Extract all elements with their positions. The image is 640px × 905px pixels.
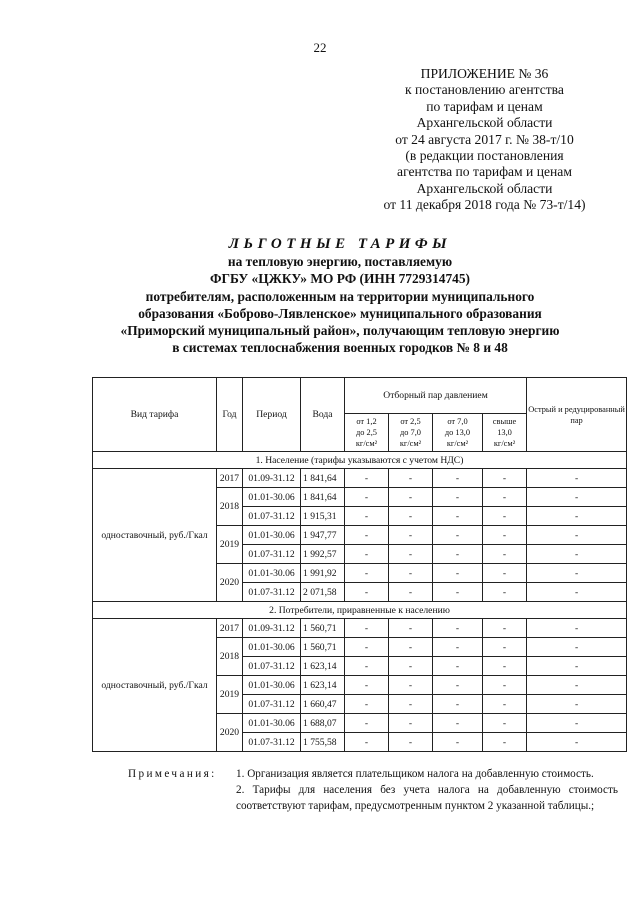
dash-cell: - <box>345 564 389 583</box>
water-value-cell: 1 623,14 <box>301 676 345 695</box>
header-sharp-steam: Острый и редуцированный пар <box>527 378 627 452</box>
dash-cell: - <box>389 583 433 602</box>
title-line: «Приморский муниципальный район», получающим тепловую энергию <box>120 323 560 339</box>
header-steam-text: от 7,0 <box>447 417 468 426</box>
dash-cell: - <box>345 676 389 695</box>
dash-cell: - <box>483 619 527 638</box>
appendix-line: агентства по тарифам и ценам <box>397 164 572 180</box>
dash-cell: - <box>527 695 627 714</box>
water-value-cell: 2 071,58 <box>301 583 345 602</box>
header-water: Вода <box>301 378 345 452</box>
dash-cell: - <box>527 545 627 564</box>
year-cell: 2017 <box>217 469 243 488</box>
header-steam-col <box>433 414 483 452</box>
appendix-line: по тарифам и ценам <box>426 98 543 114</box>
period-cell: 01.01-30.06 <box>243 488 301 507</box>
dash-cell: - <box>483 638 527 657</box>
appendix-line: ПРИЛОЖЕНИЕ № 36 <box>420 66 549 81</box>
appendix-line: Архангельской области <box>416 180 553 196</box>
dash-cell: - <box>433 657 483 676</box>
dash-cell: - <box>433 714 483 733</box>
appendix-block <box>352 66 617 214</box>
section-row <box>93 602 627 619</box>
dash-cell: - <box>433 564 483 583</box>
period-cell: 01.07-31.12 <box>243 695 301 714</box>
water-value-cell: 1 660,47 <box>301 695 345 714</box>
header-steam-col <box>483 414 527 452</box>
dash-cell: - <box>527 657 627 676</box>
dash-cell: - <box>483 526 527 545</box>
page-number: 22 <box>313 40 327 55</box>
dash-cell: - <box>483 714 527 733</box>
period-cell: 01.07-31.12 <box>243 545 301 564</box>
header-steam-text: свыше <box>492 417 517 426</box>
appendix-line: Архангельской области <box>416 115 553 131</box>
dash-cell: - <box>433 676 483 695</box>
dash-cell: - <box>345 469 389 488</box>
dash-cell: - <box>483 583 527 602</box>
dash-cell: - <box>345 488 389 507</box>
year-cell: 2018 <box>217 488 243 526</box>
period-cell: 01.01-30.06 <box>243 526 301 545</box>
note-item: 1. Организация является плательщиком налога на добавленную стоимость. <box>236 768 594 780</box>
period-cell: 01.07-31.12 <box>243 507 301 526</box>
water-value-cell: 1 915,31 <box>301 507 345 526</box>
year-cell: 2019 <box>217 526 243 564</box>
year-cell: 2018 <box>217 638 243 676</box>
header-year: Год <box>217 378 243 452</box>
dash-cell: - <box>389 488 433 507</box>
dash-cell: - <box>527 564 627 583</box>
period-cell: 01.07-31.12 <box>243 733 301 752</box>
title-line: на тепловую энергию, поставляемую <box>227 254 453 270</box>
dash-cell: - <box>433 545 483 564</box>
dash-cell: - <box>527 676 627 695</box>
tariff-type-cell: одноставочный, руб./Гкал <box>93 619 217 752</box>
dash-cell: - <box>433 488 483 507</box>
dash-cell: - <box>389 714 433 733</box>
appendix-line: от 11 декабря 2018 года № 73-т/14) <box>383 197 586 213</box>
dash-cell: - <box>527 583 627 602</box>
period-cell: 01.07-31.12 <box>243 657 301 676</box>
period-cell: 01.09-31.12 <box>243 619 301 638</box>
dash-cell: - <box>345 583 389 602</box>
dash-cell: - <box>389 564 433 583</box>
dash-cell: - <box>345 619 389 638</box>
dash-cell: - <box>433 733 483 752</box>
dash-cell: - <box>527 507 627 526</box>
header-steam-text: до 7,0 <box>399 428 421 437</box>
header-period: Период <box>243 378 301 452</box>
header-steam-text: до 13,0 <box>444 428 471 437</box>
dash-cell: - <box>527 469 627 488</box>
water-value-cell: 1 623,14 <box>301 657 345 676</box>
dash-cell: - <box>483 507 527 526</box>
dash-cell: - <box>345 733 389 752</box>
dash-cell: - <box>389 695 433 714</box>
dash-cell: - <box>527 526 627 545</box>
dash-cell: - <box>483 564 527 583</box>
dash-cell: - <box>483 657 527 676</box>
dash-cell: - <box>483 676 527 695</box>
dash-cell: - <box>345 714 389 733</box>
dash-cell: - <box>389 469 433 488</box>
dash-cell: - <box>433 526 483 545</box>
water-value-cell: 1 841,64 <box>301 488 345 507</box>
title-line: образования «Боброво-Лявленское» муниципального образования <box>138 305 542 321</box>
year-cell: 2019 <box>217 676 243 714</box>
header-steam-text: от 1,2 <box>356 417 377 426</box>
document-title <box>60 236 620 356</box>
table-row <box>93 469 627 488</box>
section-title: 1. Население (тарифы указываются с учетом НДС) <box>93 452 627 469</box>
water-value-cell: 1 992,57 <box>301 545 345 564</box>
year-cell: 2017 <box>217 619 243 638</box>
dash-cell: - <box>483 695 527 714</box>
title-line: ФГБУ «ЦЖКУ» МО РФ (ИНН 7729314745) <box>209 271 471 287</box>
header-steam-text: кг/см² <box>355 439 378 448</box>
header-steam-text: до 2,5 <box>355 428 377 437</box>
dash-cell: - <box>389 619 433 638</box>
tariff-type-cell: одноставочный, руб./Гкал <box>93 469 217 602</box>
section-row <box>93 452 627 469</box>
dash-cell: - <box>345 545 389 564</box>
header-steam-text: кг/см² <box>399 439 422 448</box>
dash-cell: - <box>483 488 527 507</box>
water-value-cell: 1 560,71 <box>301 638 345 657</box>
title-line: потребителям, расположенным на территории муниципального <box>145 288 535 304</box>
water-value-cell: 1 947,77 <box>301 526 345 545</box>
dash-cell: - <box>433 583 483 602</box>
dash-cell: - <box>527 733 627 752</box>
year-cell: 2020 <box>217 564 243 602</box>
header-steam-text: кг/см² <box>493 439 516 448</box>
dash-cell: - <box>389 507 433 526</box>
title-heading: ЛЬГОТНЫЕ ТАРИФЫ <box>228 236 452 252</box>
dash-cell: - <box>389 526 433 545</box>
dash-cell: - <box>389 676 433 695</box>
dash-cell: - <box>389 657 433 676</box>
dash-cell: - <box>433 638 483 657</box>
appendix-line: к постановлению агентства <box>405 82 564 98</box>
notes-label: Примечания: <box>128 768 217 780</box>
year-cell: 2020 <box>217 714 243 752</box>
period-cell: 01.07-31.12 <box>243 583 301 602</box>
water-value-cell: 1 991,92 <box>301 564 345 583</box>
dash-cell: - <box>345 657 389 676</box>
water-value-cell: 1 841,64 <box>301 469 345 488</box>
dash-cell: - <box>527 488 627 507</box>
dash-cell: - <box>527 638 627 657</box>
dash-cell: - <box>345 526 389 545</box>
period-cell: 01.01-30.06 <box>243 638 301 657</box>
dash-cell: - <box>389 733 433 752</box>
dash-cell: - <box>389 638 433 657</box>
table-row <box>93 619 627 638</box>
header-steam-col <box>345 414 389 452</box>
dash-cell: - <box>345 507 389 526</box>
period-cell: 01.09-31.12 <box>243 469 301 488</box>
appendix-line: от 24 августа 2017 г. № 38-т/10 <box>395 131 574 147</box>
header-steam-text: кг/см² <box>446 439 469 448</box>
period-cell: 01.01-30.06 <box>243 676 301 695</box>
dash-cell: - <box>389 545 433 564</box>
header-steam-text: 13,0 <box>497 428 512 437</box>
section-title: 2. Потребители, приравненные к населению <box>93 602 627 619</box>
tariff-table <box>92 377 627 752</box>
dash-cell: - <box>433 619 483 638</box>
period-cell: 01.01-30.06 <box>243 714 301 733</box>
dash-cell: - <box>527 714 627 733</box>
dash-cell: - <box>483 469 527 488</box>
header-steam: Отборный пар давлением <box>345 378 527 414</box>
dash-cell: - <box>483 733 527 752</box>
dash-cell: - <box>433 507 483 526</box>
title-line: в системах теплоснабжения военных городков № 8 и 48 <box>172 340 508 356</box>
header-steam-col <box>389 414 433 452</box>
dash-cell: - <box>433 695 483 714</box>
dash-cell: - <box>433 469 483 488</box>
water-value-cell: 1 560,71 <box>301 619 345 638</box>
water-value-cell: 1 688,07 <box>301 714 345 733</box>
period-cell: 01.01-30.06 <box>243 564 301 583</box>
dash-cell: - <box>345 638 389 657</box>
header-tariff-type: Вид тарифа <box>93 378 217 452</box>
header-steam-text: от 2,5 <box>400 417 421 426</box>
dash-cell: - <box>345 695 389 714</box>
dash-cell: - <box>527 619 627 638</box>
note-item: 2. Тарифы для населения без учета налога на добавленную стоимость соответствуют тарифам, предусмотренным пунктом 2 указанной таблицы.; <box>236 784 618 812</box>
dash-cell: - <box>483 545 527 564</box>
water-value-cell: 1 755,58 <box>301 733 345 752</box>
appendix-line: (в редакции постановления <box>405 148 564 164</box>
